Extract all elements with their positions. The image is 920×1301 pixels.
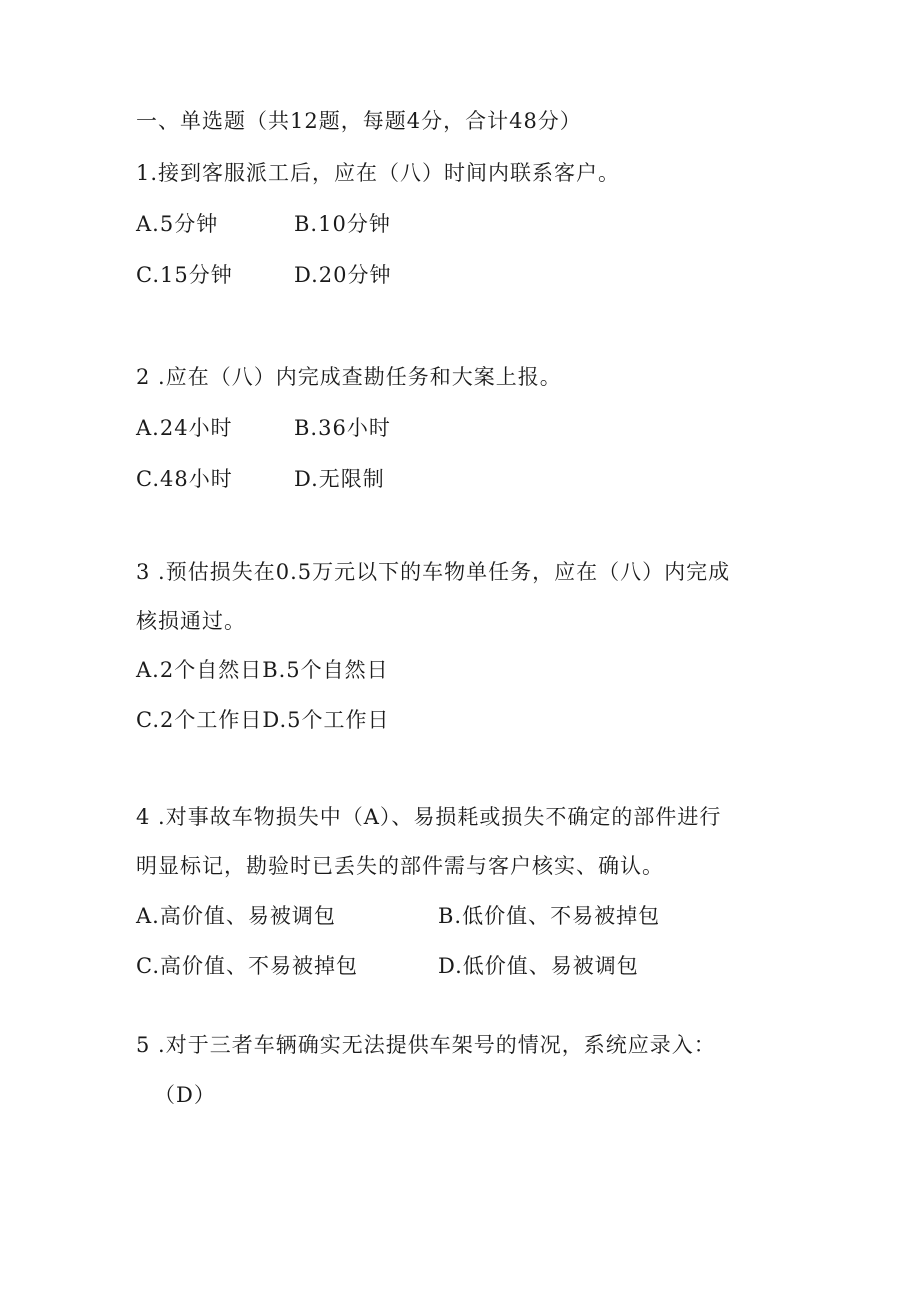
question-4-stem-line-1: 4 .对事故车物损失中（A）、易损耗或损失不确定的部件进行 — [136, 805, 722, 829]
question-1-option-c: C.15分钟 — [136, 263, 233, 287]
question-2-option-b: B.36小时 — [294, 416, 391, 440]
question-4-option-b: B.低价值、不易被掉包 — [438, 904, 661, 928]
question-1-option-d: D.20分钟 — [294, 263, 392, 287]
question-3-options-line-2: C.2个工作日D.5个工作日 — [136, 708, 390, 732]
question-1-stem: 1.接到客服派工后，应在（八）时间内联系客户。 — [136, 161, 621, 185]
question-5-stem-line-1: 5 .对于三者车辆确实无法提供车架号的情况，系统应录入： — [136, 1033, 716, 1057]
question-3-options-line-1: A.2个自然日B.5个自然日 — [136, 658, 389, 682]
question-1-option-a: A.5分钟 — [136, 212, 219, 236]
question-1-option-b: B.10分钟 — [294, 212, 391, 236]
question-4-option-d: D.低价值、易被调包 — [438, 954, 639, 978]
question-5-answer: （D） — [154, 1083, 216, 1107]
question-2-option-c: C.48小时 — [136, 467, 233, 491]
question-4-option-c: C.高价值、不易被掉包 — [136, 954, 358, 978]
question-3-stem-line-1: 3 .预估损失在0.5万元以下的车物单任务，应在（八）内完成 — [136, 560, 731, 584]
question-3-stem-line-2: 核损通过。 — [136, 609, 246, 633]
question-4-option-a: A.高价值、易被调包 — [136, 904, 336, 928]
question-2-stem: 2 .应在（八）内完成查勘任务和大案上报。 — [136, 365, 562, 389]
question-2-option-a: A.24小时 — [136, 416, 233, 440]
question-4-stem-line-2: 明显标记，勘验时已丢失的部件需与客户核实、确认。 — [136, 854, 664, 878]
question-2-option-d: D.无限制 — [294, 467, 385, 491]
section-title: 一、单选题（共12题，每题4分，合计48分） — [136, 109, 582, 133]
